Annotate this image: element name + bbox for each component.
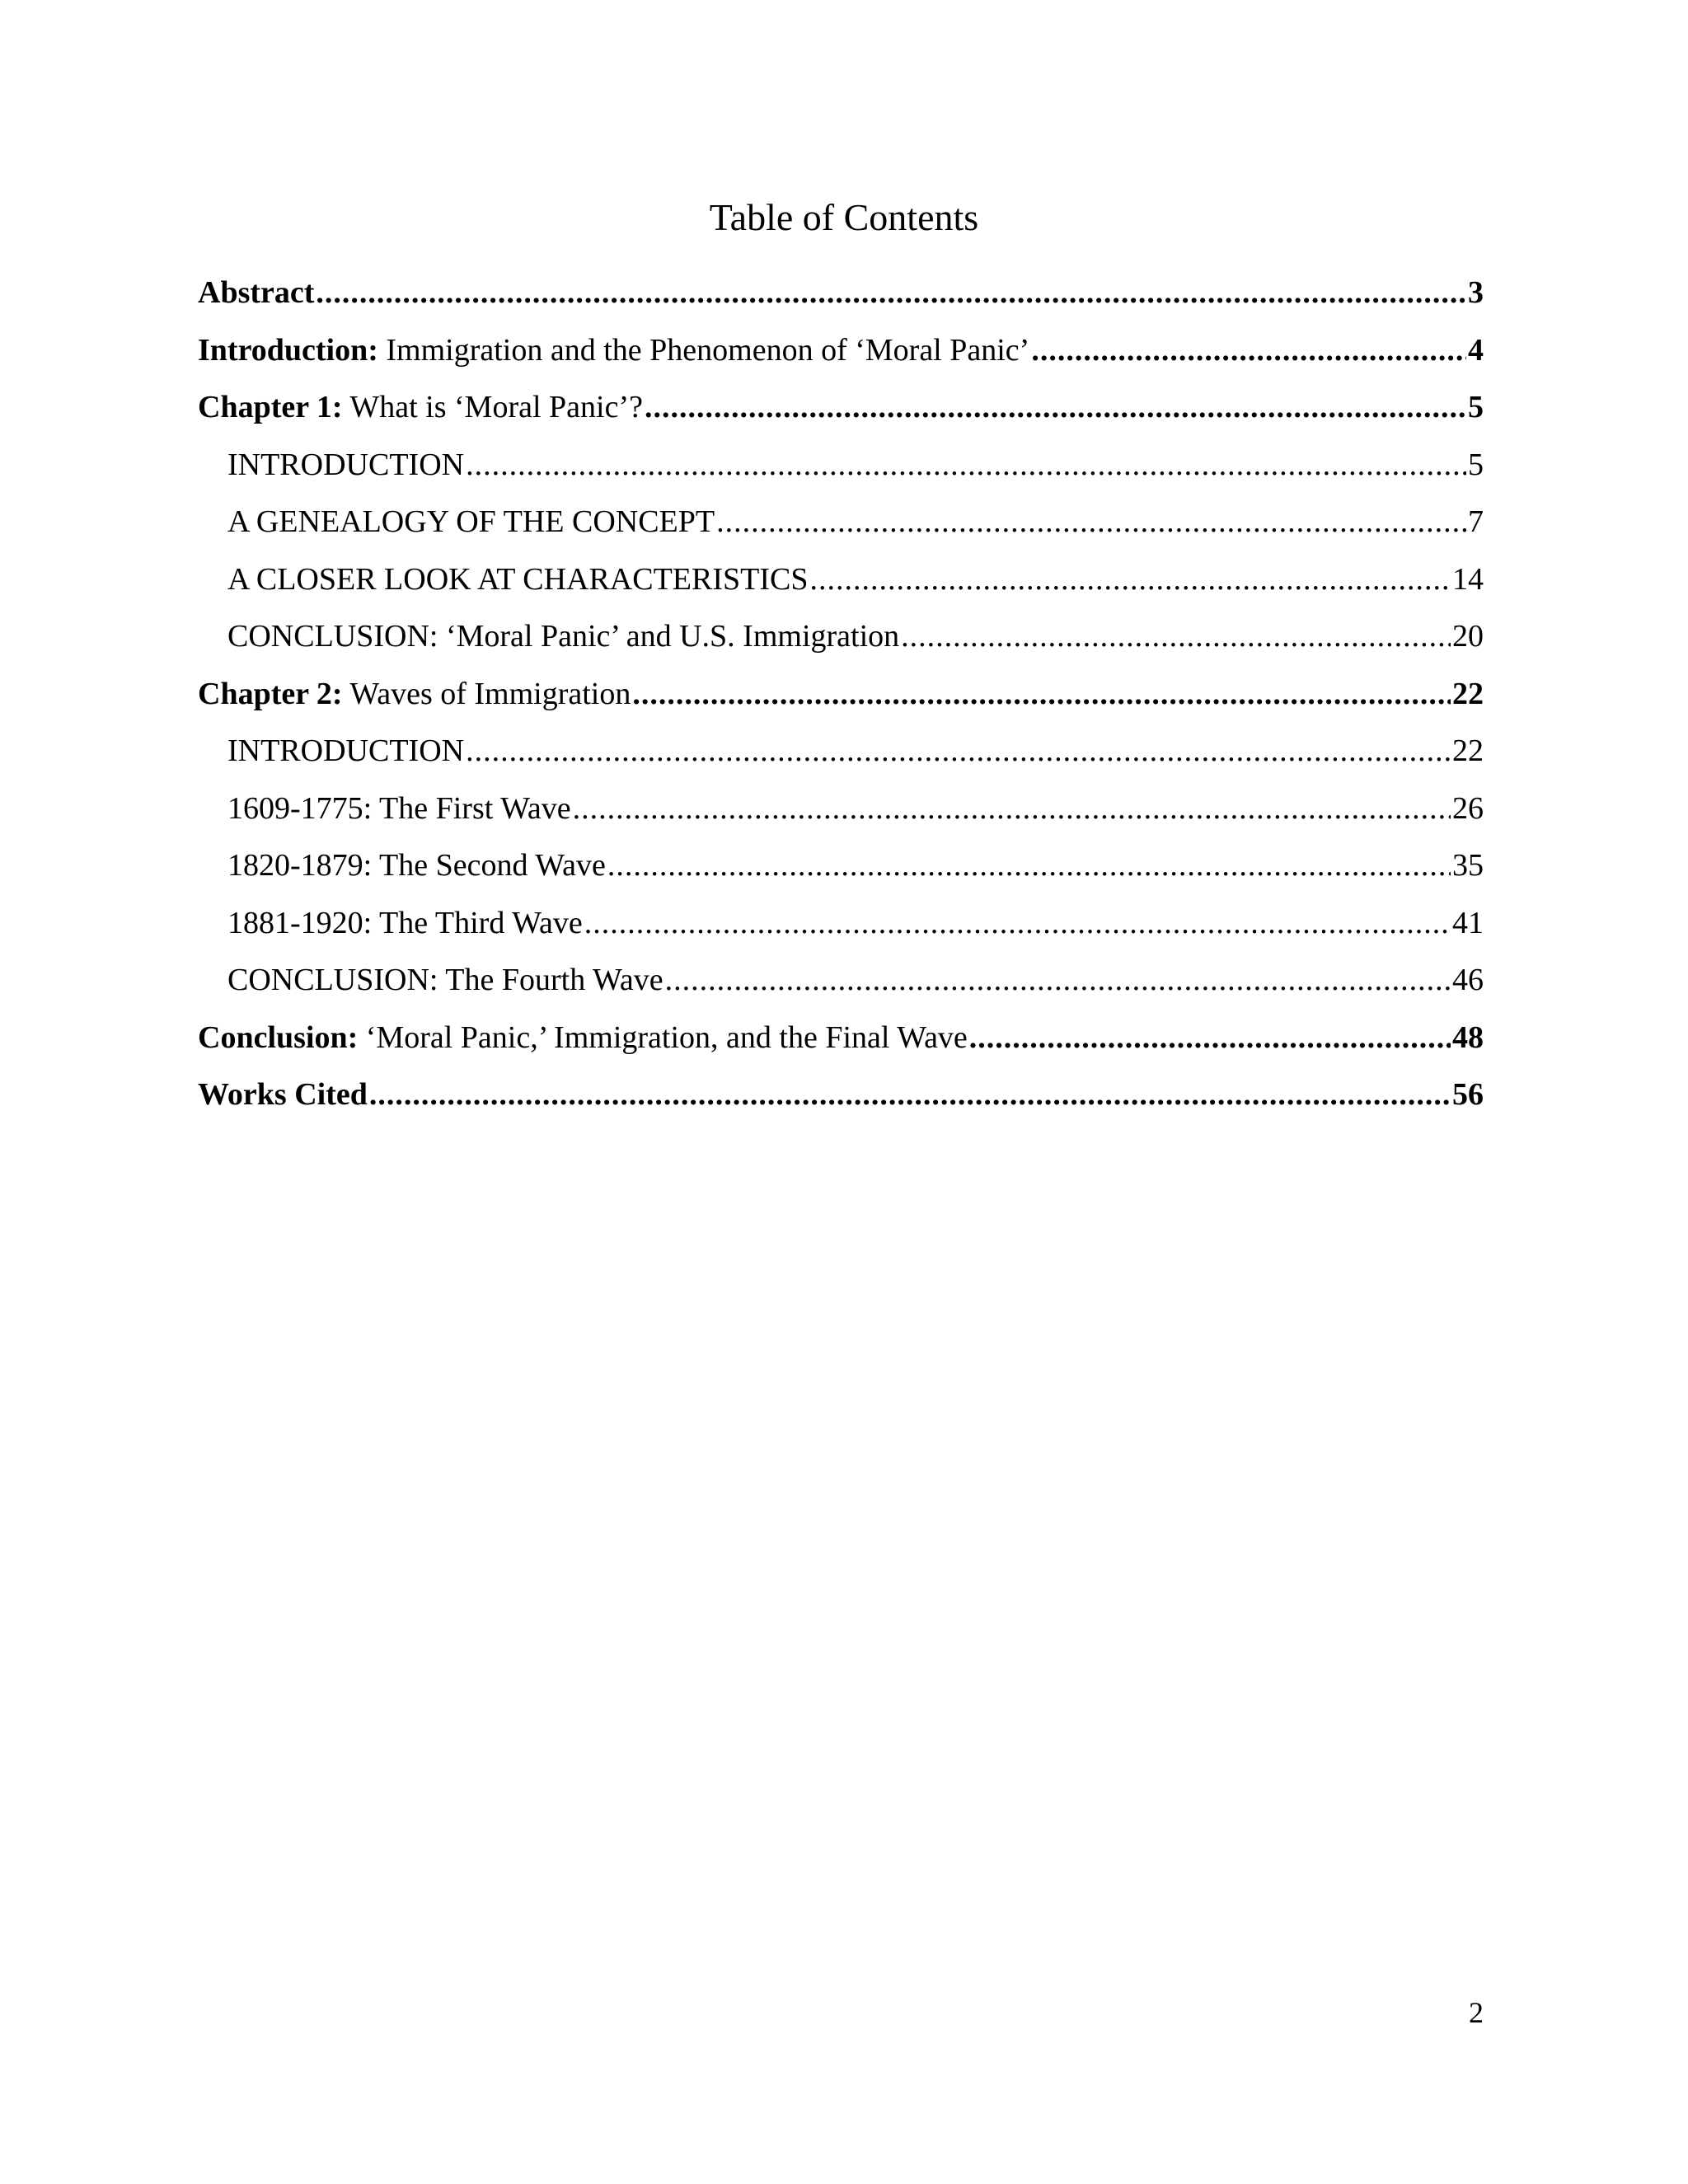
toc-entry-label [198,274,314,312]
dot-leader [1031,331,1466,369]
dot-leader [466,446,1466,484]
toc-entry-page: 26 [1452,790,1484,826]
toc-entry-text: Immigration and the Phenomenon of ‘Moral Panic’ [377,332,1030,368]
dot-leader [584,904,1451,942]
toc-entry-page: 4 [1468,332,1484,368]
toc-entry-text: 1820-1879: The Second Wave [227,848,606,883]
dot-leader [466,732,1451,770]
toc-entry-text: A CLOSER LOOK AT CHARACTERISTICS [227,561,809,597]
toc-entry-conclusion[interactable] [198,1019,1484,1076]
toc-entry-heading: Conclusion: [198,1019,359,1055]
page-number: 2 [1469,1996,1484,2029]
toc-entry-second-wave[interactable] [198,846,1484,904]
toc-entry-heading: Works Cited [198,1077,368,1112]
dot-leader [810,560,1451,598]
toc-entry-page: 20 [1452,619,1484,654]
toc-entry-label [198,1076,368,1113]
toc-entry-text: 1609-1775: The First Wave [227,790,571,826]
toc-entry-text: 1881-1920: The Third Wave [227,905,583,940]
toc-entry-chapter-1[interactable] [198,388,1484,446]
toc-entry-label [198,675,631,713]
toc-entry-ch1-conclusion[interactable] [198,617,1484,675]
toc-entry-introduction[interactable] [198,331,1484,389]
toc-entry-page: 7 [1468,504,1484,539]
dot-leader [665,961,1451,999]
toc-entry-heading: Chapter 2: [198,676,343,711]
toc-entry-characteristics[interactable] [198,560,1484,618]
toc-entry-text: What is ‘Moral Panic’? [342,390,643,424]
toc-entry-text: CONCLUSION: The Fourth Wave [227,963,663,997]
toc-entry-heading: Introduction: [198,332,378,368]
toc-entry-text: INTRODUCTION [227,733,465,768]
toc-entry-ch2-introduction[interactable] [198,732,1484,790]
dot-leader [316,274,1466,312]
toc-entry-ch1-introduction[interactable] [198,446,1484,504]
toc-entry-fourth-wave[interactable] [198,961,1484,1019]
toc-entry-page: 56 [1452,1077,1484,1112]
toc-entry-text: ‘Moral Panic,’ Immigration, and the Final Wave [358,1019,968,1055]
toc-entry-page: 14 [1452,561,1484,597]
toc-entry-page: 46 [1452,963,1484,997]
dot-leader [607,846,1451,884]
dot-leader [716,503,1466,541]
dot-leader [901,617,1451,655]
table-of-contents [198,274,1484,1133]
dot-leader [645,388,1466,426]
toc-entry-heading: Chapter 1: [198,390,343,424]
dot-leader [969,1019,1451,1057]
toc-entry-page: 5 [1468,390,1484,424]
toc-entry-page: 48 [1452,1019,1484,1055]
toc-entry-label [198,331,1029,369]
toc-entry-text: A GENEALOGY OF THE CONCEPT [227,504,715,539]
toc-entry-text: INTRODUCTION [227,447,465,482]
dot-leader [632,675,1451,713]
toc-entry-heading: Abstract [198,275,315,310]
toc-entry-page: 22 [1452,733,1484,768]
page-title: Table of Contents [709,196,979,238]
toc-entry-label [198,1019,968,1057]
toc-entry-chapter-2[interactable] [198,675,1484,733]
dot-leader [573,790,1451,827]
toc-entry-text: Waves of Immigration [342,676,631,711]
dot-leader [369,1076,1451,1113]
toc-entry-page: 22 [1452,676,1484,711]
toc-entry-third-wave[interactable] [198,904,1484,962]
toc-entry-page: 3 [1468,275,1484,310]
toc-entry-works-cited[interactable] [198,1076,1484,1133]
toc-entry-label [198,388,643,426]
toc-entry-abstract[interactable] [198,274,1484,331]
toc-entry-genealogy[interactable] [198,503,1484,560]
toc-entry-page: 35 [1452,848,1484,883]
toc-entry-text: CONCLUSION: ‘Moral Panic’ and U.S. Immigration [227,619,900,654]
toc-entry-page: 5 [1468,447,1484,482]
toc-entry-page: 41 [1452,905,1484,940]
toc-entry-first-wave[interactable] [198,790,1484,847]
